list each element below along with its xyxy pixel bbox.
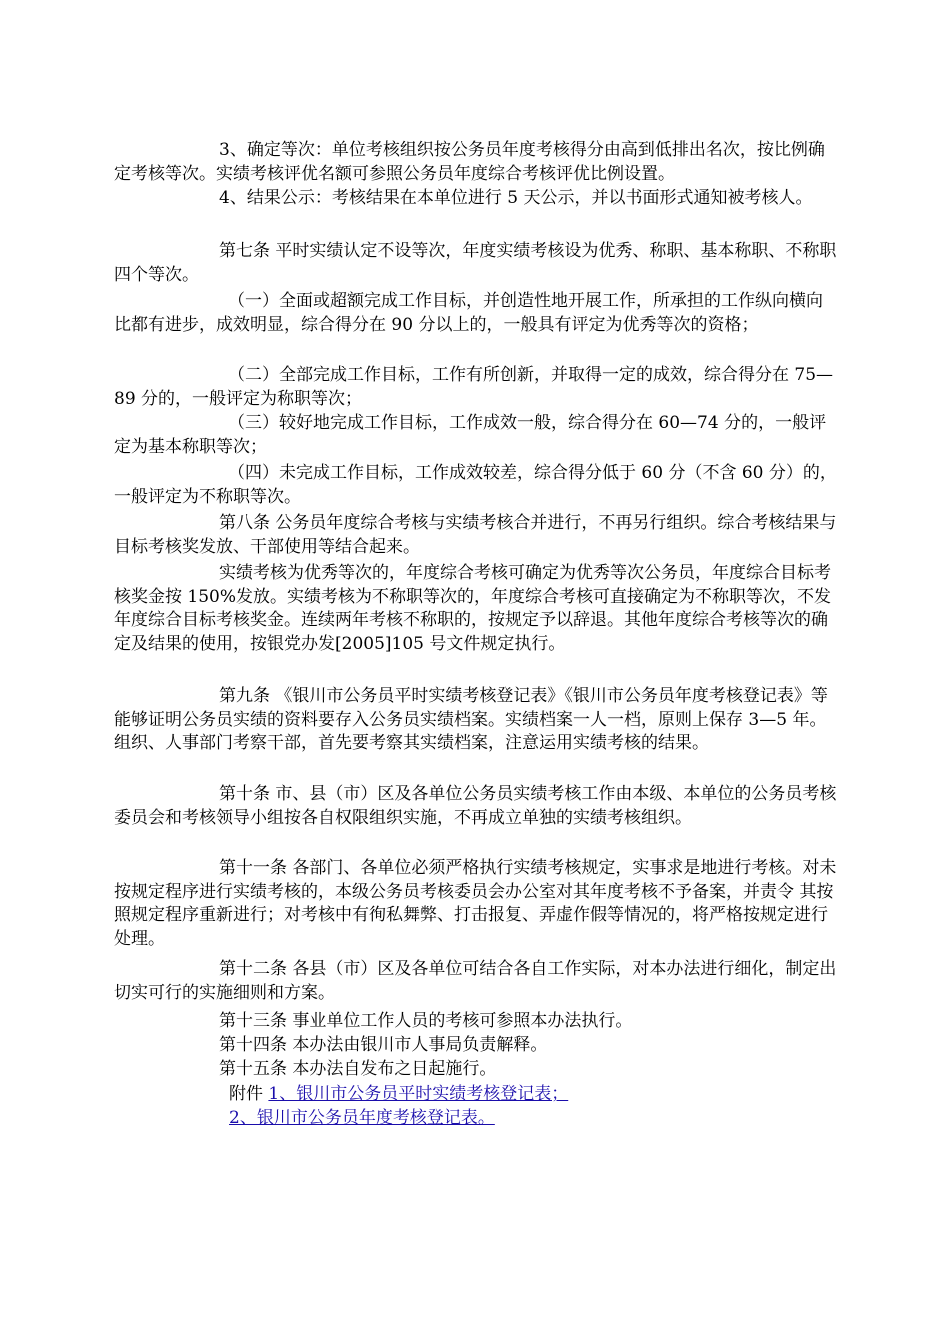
paragraph-article-8: 第八条 公务员年度综合考核与实绩考核合并进行，不再另行组织。综合考核结果与目标考核奖发放、干部使用等结合起来。 (114, 513, 837, 557)
paragraph-article-10: 第十条 市、县（市）区及各单位公务员实绩考核工作由本级、本单位的公务员考核委员会和考核领导小组按各自权限组织实施，不再成立单独的实绩考核组织。 (114, 784, 837, 828)
paragraph-rank-determination: 3、确定等次：单位考核组织按公务员年度考核得分由高到低排出名次，按比例确定考核等次。实绩考核评优名额可参照公务员年度综合考核评优比例设置。 (114, 140, 825, 184)
attachment-line-2 (229, 1107, 495, 1131)
paragraph-article-15: 第十五条 本办法自发布之日起施行。 (219, 1059, 497, 1079)
attachment-prefix: 附件 (229, 1084, 269, 1104)
paragraph-article-9: 第九条 《银川市公务员平时实绩考核登记表》《银川市公务员年度考核登记表》等能够证明公务员实绩的资料要存入公务员实绩档案。实绩档案一人一档，原则上保存 3—5 年。组织、人事部门考察干部，首先要考察其实绩档案，注意运用实绩考核的结果。 (114, 686, 828, 753)
attachment-link-annual-form[interactable]: 2、银川市公务员年度考核登记表。 (229, 1108, 495, 1128)
attachment-line-1 (229, 1083, 568, 1107)
paragraph-article-11: 第十一条 各部门、各单位必须严格执行实绩考核规定，实事求是地进行考核。对未按规定程序进行实绩考核的，本级公务员考核委员会办公室对其年度考核不予备案，并责令 其按照规定程序重新进行；对考核中有徇私舞弊、打击报复、弄虚作假等情况的，将严格按规定进行处理。 (114, 858, 837, 949)
paragraph-grade-incompetent: （四）未完成工作目标，工作成效较差，综合得分低于 60 分（不含 60 分）的，一般评定为不称职等次。 (114, 463, 837, 507)
paragraph-article-14: 第十四条 本办法由银川市人事局负责解释。 (219, 1035, 548, 1055)
attachment-link-daily-form[interactable]: 1、银川市公务员平时实绩考核登记表； (268, 1084, 569, 1104)
paragraph-grade-excellent: （一）全面或超额完成工作目标，并创造性地开展工作，所承担的工作纵向横向比都有进步，成效明显，综合得分在 90 分以上的，一般具有评定为优秀等次的资格； (114, 291, 823, 335)
paragraph-grade-competent: （二）全部完成工作目标，工作有所创新，并取得一定的成效，综合得分在 75—89 分的，一般评定为称职等次； (114, 365, 834, 409)
paragraph-article-7: 第七条 平时实绩认定不设等次，年度实绩考核设为优秀、称职、基本称职、不称职四个等次。 (114, 241, 837, 285)
paragraph-article-13: 第十三条 事业单位工作人员的考核可参照本办法执行。 (219, 1011, 633, 1031)
paragraph-grade-basic: （三）较好地完成工作目标，工作成效一般，综合得分在 60—74 分的，一般评定为基本称职等次； (114, 413, 827, 457)
paragraph-result-publicity: 4、结果公示：考核结果在本单位进行 5 天公示，并以书面形式通知被考核人。 (219, 188, 813, 208)
paragraph-performance-results: 实绩考核为优秀等次的，年度综合考核可确定为优秀等次公务员，年度综合目标考核奖金按 150%发放。实绩考核为不称职等次的，年度综合考核可直接确定为不称职等次，不发年度综合目标考核奖金。连续两年考核不称职的，按规定予以辞退。其他年度综合考核等次的确定及结果的使用，按银党办发[2005]105 号文件规定执行。 (114, 563, 832, 654)
paragraph-article-12: 第十二条 各县（市）区及各单位可结合各自工作实际，对本办法进行细化，制定出切实可行的实施细则和方案。 (114, 959, 837, 1003)
